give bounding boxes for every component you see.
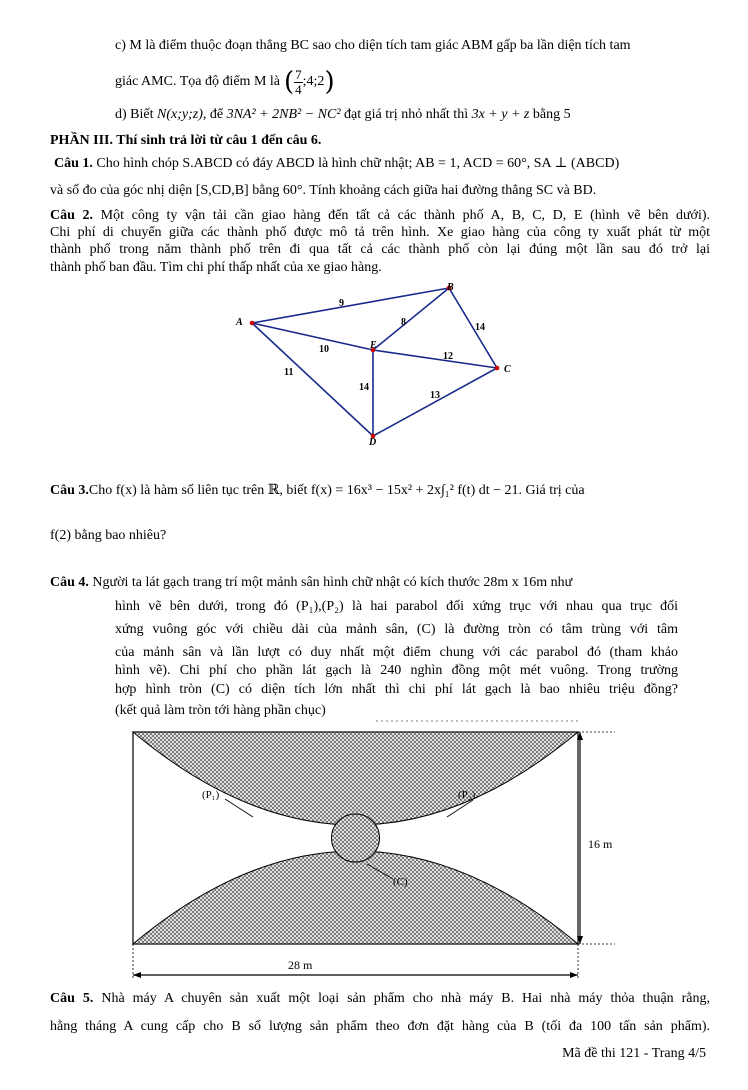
- q5-line1: [50, 990, 710, 1008]
- q4-line2: hình vẽ bên dưới, trong đó (P₁),(P₂) là hai parabol đối xứng trục với nhau qua trục đối: [115, 599, 678, 614]
- part3-title: PHẦN III. Thí sinh trả lời từ câu 1 đến câu 6.: [50, 133, 322, 148]
- page-footer: Mã đề thi 121 - Trang 4/5: [562, 1046, 706, 1061]
- q4-line7: (kết quả làm tròn tới hàng phần chục): [115, 703, 326, 718]
- q2-line3: thành phố trong năm thành phố trên đi qua tất cả các thành phố còn lại đúng một lần sau đó trở lại: [50, 242, 710, 257]
- edge-ab: [252, 288, 449, 323]
- q1-label: Câu 1.: [54, 156, 93, 171]
- width-arrow-right: [570, 972, 578, 978]
- delivery-graph: [225, 280, 525, 450]
- q4-line4: của mảnh sân và lần lượt có duy nhất một điểm chung với các parabol đó (tham khảo: [115, 645, 678, 660]
- label-node-e: E: [370, 340, 377, 351]
- q3-line2: f(2) bằng bao nhiêu?: [50, 528, 167, 543]
- q2-line2: Chi phí di chuyển giữa các thành phố được mô tả trên hình. Xe giao hàng của công ty xuất phát từ một: [50, 225, 710, 240]
- label-height: 16 m: [588, 837, 613, 851]
- q3-label: Câu 3.: [50, 483, 89, 498]
- item-c-line2: giác AMC. Tọa độ điểm M là ( $\frac{7}{4}$ ;4;2 ): [115, 66, 335, 97]
- item-c-line1: c) M là điểm thuộc đoạn thẳng BC sao cho diện tích tam giác ABM gấp ba lần diện tích tam: [115, 38, 631, 53]
- q5-label: Câu 5.: [50, 991, 94, 1006]
- weight-ab: 9: [339, 298, 344, 309]
- item-d-line: [115, 106, 571, 124]
- q4-line6: hợp hình tròn (C) có diện tích lớn nhất thì chi phí lát gạch là bao nhiêu triệu đồng?: [115, 682, 678, 697]
- node-a: [250, 321, 255, 326]
- weight-bc: 14: [475, 322, 485, 333]
- item-d-expression: 3NA² + 2NB² − NC²: [226, 107, 341, 122]
- label-node-c: C: [504, 364, 511, 375]
- label-width: 28 m: [288, 958, 313, 972]
- weight-eb: 8: [401, 317, 406, 328]
- q5-line1-text: Nhà máy A chuyên sản xuất một loại sản phẩm cho nhà máy B. Hai nhà máy thỏa thuận rằng,: [101, 991, 711, 1006]
- weight-ed: 14: [359, 382, 369, 393]
- q2-line4: thành phố ban đầu. Tìm chi phí thấp nhất của xe giao hàng.: [50, 260, 382, 275]
- label-c: (C): [393, 876, 408, 888]
- edge-dc: [373, 368, 497, 436]
- edge-eb: [373, 288, 449, 350]
- weight-dc: 13: [430, 390, 440, 401]
- q4-label: Câu 4.: [50, 575, 89, 590]
- label-node-d: D: [369, 437, 377, 448]
- q2-line1: [50, 207, 710, 225]
- edge-ad: [252, 323, 373, 436]
- item-d-pre: d) Biết: [115, 107, 154, 122]
- q2-line1-text: Một công ty vận tải cần giao hàng đến tất cả các thành phố A, B, C, D, E (hình vẽ bên dưới).: [100, 208, 710, 223]
- q4-line5: hình vẽ). Chi phí cho phần lát gạch là 240 nghìn đồng một mét vuông. Trong trường: [115, 663, 678, 678]
- q4-line3: xứng vuông góc với chiều dài của mảnh sân, (C) là đường tròn có tâm trùng với tâm: [115, 622, 678, 637]
- item-c-coordinates-tail: ;4;2: [302, 74, 325, 89]
- q1-line2: và số đo của góc nhị diện [S,CD,B] bằng 60°. Tính khoảng cách giữa hai đường thẳng SC và BD.: [50, 183, 597, 198]
- item-d-expression2: 3x + y + z: [471, 107, 530, 122]
- q1-line1-text: Cho hình chóp S.ABCD có đáy ABCD là hình chữ nhật; AB = 1, ACD = 60°, SA ⊥ (ABCD): [96, 156, 620, 171]
- label-node-a: A: [236, 317, 243, 328]
- weight-ec: 12: [443, 351, 453, 362]
- q3-line1-text: Cho f(x) là hàm số liên tục trên ℝ, biết f(x) = 16x³ − 15x² + 2x∫₁² f(t) dt − 21. Giá trị của: [88, 483, 585, 498]
- q5-line2: hằng tháng A cung cấp cho B số lượng sản phẩm theo đơn đặt hàng của B (tối đa 100 tấn sản phẩm).: [50, 1019, 710, 1034]
- q2-label: Câu 2.: [50, 208, 94, 223]
- item-d-mid2: đạt giá trị nhỏ nhất thì: [344, 107, 469, 122]
- q4-line1-text: Người ta lát gạch trang trí một mảnh sân hình chữ nhật có kích thước 28m x 16m như: [92, 575, 573, 590]
- edge-bc: [449, 288, 497, 368]
- weight-ae: 10: [319, 344, 329, 355]
- item-d-point: N(x;y;z): [157, 107, 203, 122]
- node-c: [495, 366, 500, 371]
- fraction-denominator: 4: [295, 81, 302, 97]
- label-p1: (P₁): [202, 789, 220, 801]
- fraction-numerator: 7: [295, 66, 302, 82]
- label-node-b: B: [447, 282, 454, 293]
- item-c-fraction: [294, 68, 303, 97]
- q4-line1: [50, 574, 572, 592]
- weight-ad: 11: [284, 367, 294, 378]
- item-d-post: bằng 5: [532, 107, 571, 122]
- circle-c: [332, 814, 380, 862]
- q1-line1: [54, 155, 619, 173]
- courtyard-figure: [125, 720, 635, 980]
- q3-line1: [50, 482, 585, 500]
- item-c-line2-text: giác AMC. Tọa độ điểm M là: [115, 74, 280, 89]
- edge-ec: [373, 350, 497, 368]
- width-arrow-left: [133, 972, 141, 978]
- label-p2: (P₂): [458, 789, 476, 801]
- edge-ae: [252, 323, 373, 350]
- item-d-mid: , để: [202, 107, 224, 122]
